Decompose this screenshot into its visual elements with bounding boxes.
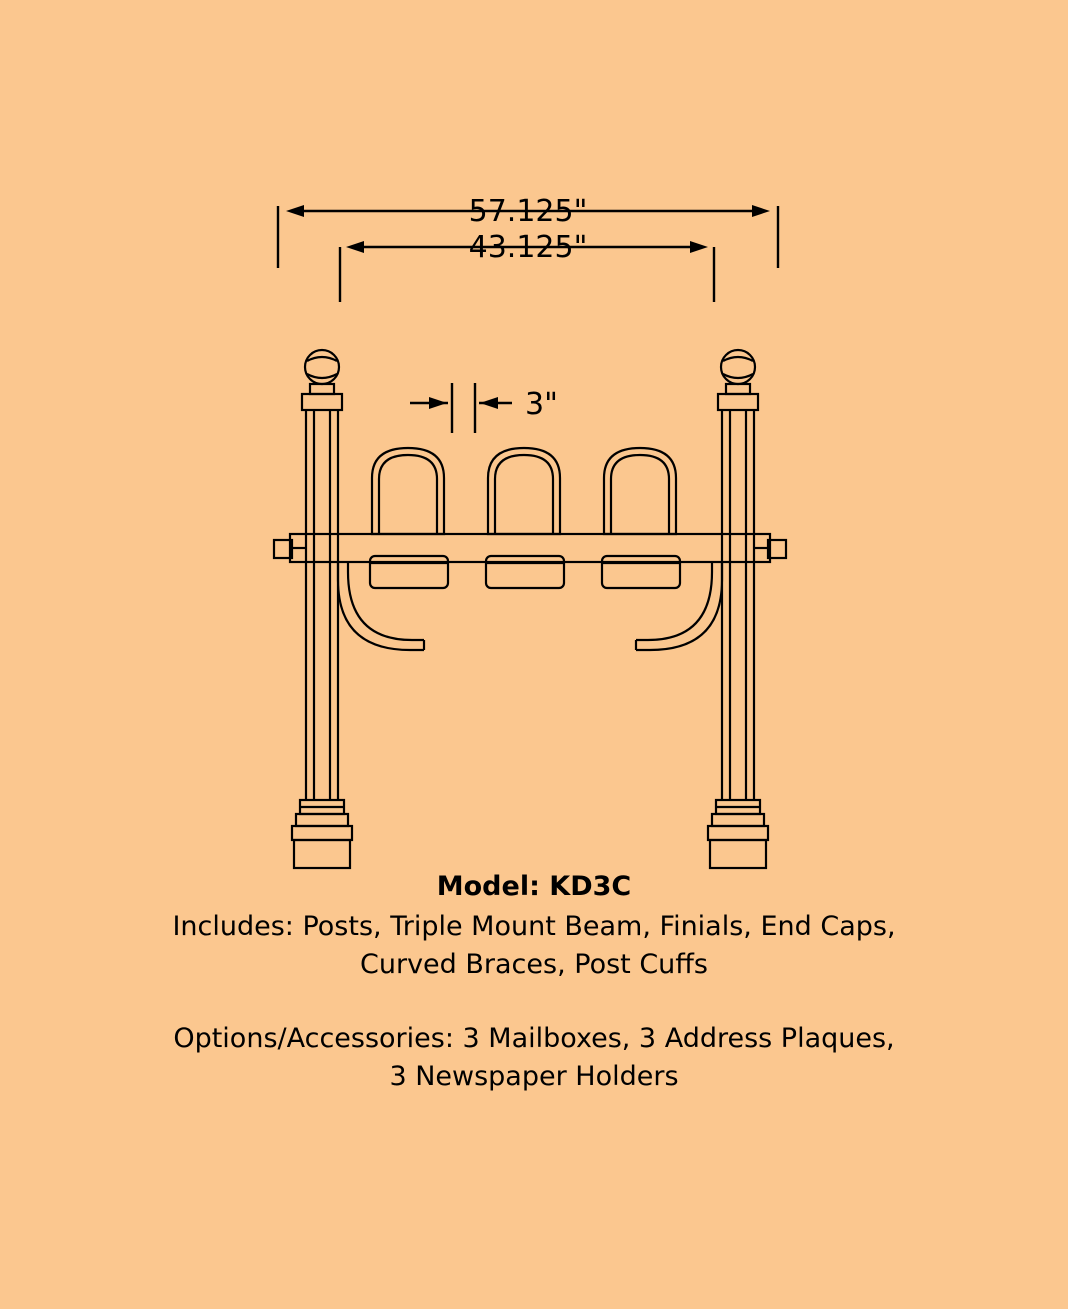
dimension-label-inner: 43.125" (468, 230, 588, 265)
caption-spacer (0, 984, 1068, 1020)
mailbox-1 (370, 448, 448, 588)
mailbox-2-body (488, 448, 560, 534)
mailbox-3-inner-line (611, 455, 669, 534)
left-finial-ball-lowlight (307, 374, 337, 378)
mailbox-2-base-block (486, 556, 564, 588)
curved-braces (338, 562, 722, 650)
mailbox-3-base-block (602, 556, 680, 588)
mailbox-1-inner-line (379, 455, 437, 534)
left-post-cuff-mid (296, 814, 348, 826)
arrow-inward-left-3in (429, 397, 447, 409)
caption-block (0, 868, 1068, 1096)
right-post-cuff-mid (712, 814, 764, 826)
includes-line-2: Curved Braces, Post Cuffs (360, 949, 708, 980)
right-finial-ball-lowlight (723, 374, 753, 378)
arrow-left-overall (286, 205, 304, 217)
mailbox-1-body (372, 448, 444, 534)
options-line-1: Options/Accessories: 3 Mailboxes, 3 Address Plaques, (173, 1023, 895, 1054)
right-post-cap (718, 394, 758, 410)
mailbox-3-body (604, 448, 676, 534)
left-brace-inner (348, 562, 424, 640)
left-brace-outer (338, 562, 424, 650)
triple-mount-beam (274, 534, 786, 562)
left-post-cuff-lower (292, 826, 352, 840)
mailbox-1-base-block (370, 556, 448, 588)
left-post-cap (302, 394, 342, 410)
arrow-inward-right-3in (480, 397, 498, 409)
model-label: Model: KD3C (436, 871, 632, 902)
right-post-cuff-lower (708, 826, 768, 840)
left-finial-ball-highlight (307, 357, 337, 361)
right-post-base (710, 840, 766, 868)
beam-main-bar (290, 534, 770, 562)
dimension-beam-thickness (410, 383, 512, 433)
mailbox-2-inner-line (495, 455, 553, 534)
right-finial-neck (726, 384, 750, 394)
left-finial-neck (310, 384, 334, 394)
right-finial-ball-highlight (723, 357, 753, 361)
options-line-2: 3 Newspaper Holders (389, 1061, 679, 1092)
left-post-base (294, 840, 350, 868)
arrow-left-inner (346, 241, 364, 253)
right-brace-inner (636, 562, 712, 640)
arrow-right-inner (690, 241, 708, 253)
dimension-label-thickness: 3" (525, 387, 558, 422)
dimension-label-overall: 57.125" (468, 194, 588, 229)
includes-line-1: Includes: Posts, Triple Mount Beam, Finials, End Caps, (172, 911, 896, 942)
arrow-right-overall (752, 205, 770, 217)
mailbox-2 (486, 448, 564, 588)
mailbox-3 (602, 448, 680, 588)
